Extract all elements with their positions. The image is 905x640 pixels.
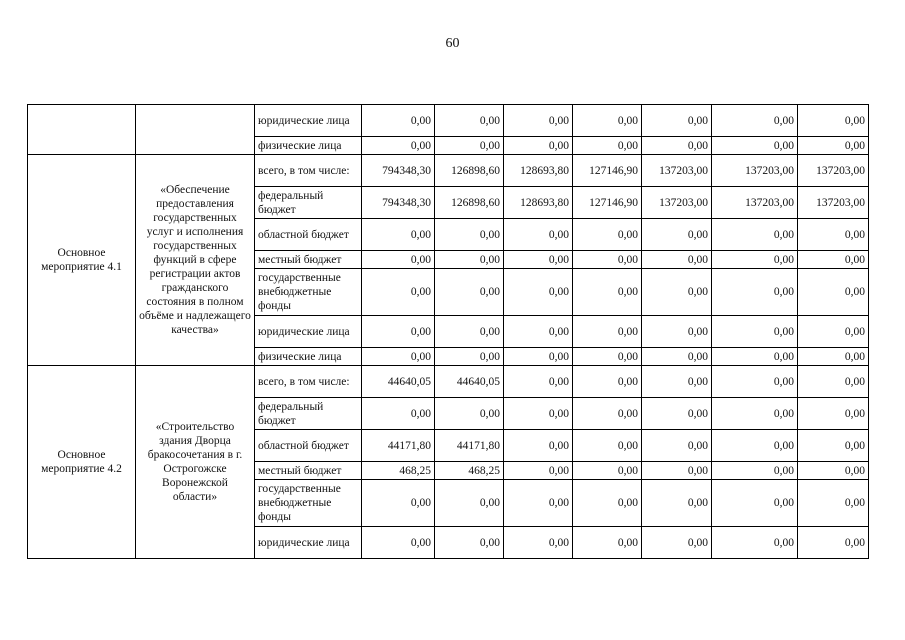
amount-cell: 0,00 <box>712 366 798 398</box>
funding-source-cell: физические лица <box>255 137 362 155</box>
page-number: 60 <box>445 36 460 51</box>
amount-cell: 0,00 <box>362 527 435 559</box>
funding-source-cell: всего, в том числе: <box>255 366 362 398</box>
activity-name-cell: Основное мероприятие 4.1 <box>28 155 136 366</box>
activity-description-cell <box>136 105 255 155</box>
funding-source-cell: государственные внебюджетные фонды <box>255 269 362 316</box>
funding-source-cell: федеральный бюджет <box>255 398 362 430</box>
amount-cell: 44171,80 <box>362 430 435 462</box>
amount-cell: 0,00 <box>712 219 798 251</box>
amount-cell: 0,00 <box>504 348 573 366</box>
amount-cell: 137203,00 <box>712 155 798 187</box>
amount-cell: 0,00 <box>712 105 798 137</box>
amount-cell: 0,00 <box>435 137 504 155</box>
amount-cell: 0,00 <box>712 348 798 366</box>
table-row <box>28 366 869 398</box>
amount-cell: 0,00 <box>712 527 798 559</box>
budget-table <box>27 104 869 559</box>
amount-cell: 0,00 <box>504 398 573 430</box>
funding-source-cell: местный бюджет <box>255 462 362 480</box>
amount-cell: 0,00 <box>642 105 712 137</box>
amount-cell: 0,00 <box>798 366 869 398</box>
amount-cell: 0,00 <box>504 105 573 137</box>
amount-cell: 0,00 <box>642 269 712 316</box>
amount-cell: 44640,05 <box>362 366 435 398</box>
amount-cell: 44171,80 <box>435 430 504 462</box>
activity-name-cell <box>28 105 136 155</box>
activity-name-cell: Основное мероприятие 4.2 <box>28 366 136 559</box>
amount-cell: 0,00 <box>642 398 712 430</box>
amount-cell: 0,00 <box>504 251 573 269</box>
amount-cell: 137203,00 <box>798 187 869 219</box>
amount-cell: 0,00 <box>504 219 573 251</box>
amount-cell: 0,00 <box>362 105 435 137</box>
amount-cell: 0,00 <box>435 251 504 269</box>
amount-cell: 0,00 <box>573 430 642 462</box>
amount-cell: 0,00 <box>642 527 712 559</box>
amount-cell: 0,00 <box>435 105 504 137</box>
amount-cell: 0,00 <box>712 137 798 155</box>
amount-cell: 0,00 <box>573 316 642 348</box>
amount-cell: 0,00 <box>362 219 435 251</box>
amount-cell: 0,00 <box>642 219 712 251</box>
amount-cell: 0,00 <box>798 105 869 137</box>
table-row <box>28 105 869 137</box>
amount-cell: 0,00 <box>504 316 573 348</box>
amount-cell: 468,25 <box>362 462 435 480</box>
amount-cell: 0,00 <box>573 219 642 251</box>
amount-cell: 0,00 <box>798 348 869 366</box>
table-row <box>28 155 869 187</box>
funding-source-cell: юридические лица <box>255 527 362 559</box>
amount-cell: 137203,00 <box>798 155 869 187</box>
amount-cell: 0,00 <box>362 348 435 366</box>
amount-cell: 0,00 <box>712 430 798 462</box>
amount-cell: 0,00 <box>642 366 712 398</box>
amount-cell: 0,00 <box>642 430 712 462</box>
amount-cell: 0,00 <box>573 137 642 155</box>
amount-cell: 127146,90 <box>573 155 642 187</box>
funding-source-cell: юридические лица <box>255 105 362 137</box>
amount-cell: 794348,30 <box>362 155 435 187</box>
amount-cell: 128693,80 <box>504 187 573 219</box>
amount-cell: 0,00 <box>435 527 504 559</box>
funding-source-cell: всего, в том числе: <box>255 155 362 187</box>
amount-cell: 0,00 <box>798 251 869 269</box>
amount-cell: 0,00 <box>573 480 642 527</box>
amount-cell: 126898,60 <box>435 155 504 187</box>
amount-cell: 137203,00 <box>712 187 798 219</box>
amount-cell: 0,00 <box>504 527 573 559</box>
amount-cell: 0,00 <box>642 348 712 366</box>
amount-cell: 0,00 <box>435 269 504 316</box>
amount-cell: 0,00 <box>642 462 712 480</box>
amount-cell: 0,00 <box>712 480 798 527</box>
amount-cell: 0,00 <box>504 462 573 480</box>
amount-cell: 0,00 <box>362 398 435 430</box>
amount-cell: 0,00 <box>712 269 798 316</box>
amount-cell: 0,00 <box>362 251 435 269</box>
amount-cell: 0,00 <box>362 137 435 155</box>
amount-cell: 0,00 <box>435 219 504 251</box>
amount-cell: 0,00 <box>712 462 798 480</box>
amount-cell: 0,00 <box>642 251 712 269</box>
amount-cell: 0,00 <box>798 430 869 462</box>
activity-description-cell: «Строительство здания Дворца бракосочетания в г. Острогожске Воронежской области» <box>136 366 255 559</box>
funding-source-cell: государственные внебюджетные фонды <box>255 480 362 527</box>
amount-cell: 0,00 <box>573 398 642 430</box>
amount-cell: 0,00 <box>798 269 869 316</box>
amount-cell: 0,00 <box>573 366 642 398</box>
amount-cell: 0,00 <box>798 527 869 559</box>
amount-cell: 0,00 <box>573 251 642 269</box>
activity-description-cell: «Обеспечение предоставления государственных услуг и исполнения государственных функций в сфере регистрации актов гражданского состояния в полном объёме и надлежащего качества» <box>136 155 255 366</box>
amount-cell: 0,00 <box>712 398 798 430</box>
amount-cell: 126898,60 <box>435 187 504 219</box>
funding-source-cell: областной бюджет <box>255 219 362 251</box>
amount-cell: 128693,80 <box>504 155 573 187</box>
funding-source-cell: федеральный бюджет <box>255 187 362 219</box>
amount-cell: 0,00 <box>435 348 504 366</box>
amount-cell: 137203,00 <box>642 155 712 187</box>
amount-cell: 0,00 <box>573 105 642 137</box>
amount-cell: 794348,30 <box>362 187 435 219</box>
amount-cell: 0,00 <box>798 462 869 480</box>
amount-cell: 0,00 <box>573 269 642 316</box>
amount-cell: 0,00 <box>362 480 435 527</box>
amount-cell: 0,00 <box>573 527 642 559</box>
amount-cell: 0,00 <box>504 269 573 316</box>
amount-cell: 0,00 <box>504 366 573 398</box>
funding-source-cell: физические лица <box>255 348 362 366</box>
amount-cell: 0,00 <box>642 316 712 348</box>
amount-cell: 0,00 <box>362 316 435 348</box>
amount-cell: 468,25 <box>435 462 504 480</box>
amount-cell: 0,00 <box>798 219 869 251</box>
funding-source-cell: юридические лица <box>255 316 362 348</box>
amount-cell: 44640,05 <box>435 366 504 398</box>
amount-cell: 0,00 <box>712 316 798 348</box>
amount-cell: 0,00 <box>642 137 712 155</box>
amount-cell: 0,00 <box>798 316 869 348</box>
amount-cell: 0,00 <box>573 348 642 366</box>
amount-cell: 0,00 <box>798 398 869 430</box>
amount-cell: 0,00 <box>362 269 435 316</box>
amount-cell: 0,00 <box>435 316 504 348</box>
funding-source-cell: областной бюджет <box>255 430 362 462</box>
amount-cell: 0,00 <box>504 430 573 462</box>
amount-cell: 0,00 <box>642 480 712 527</box>
amount-cell: 137203,00 <box>642 187 712 219</box>
amount-cell: 0,00 <box>798 480 869 527</box>
amount-cell: 0,00 <box>504 480 573 527</box>
amount-cell: 0,00 <box>504 137 573 155</box>
funding-source-cell: местный бюджет <box>255 251 362 269</box>
amount-cell: 127146,90 <box>573 187 642 219</box>
amount-cell: 0,00 <box>435 398 504 430</box>
amount-cell: 0,00 <box>435 480 504 527</box>
amount-cell: 0,00 <box>798 137 869 155</box>
amount-cell: 0,00 <box>573 462 642 480</box>
amount-cell: 0,00 <box>712 251 798 269</box>
